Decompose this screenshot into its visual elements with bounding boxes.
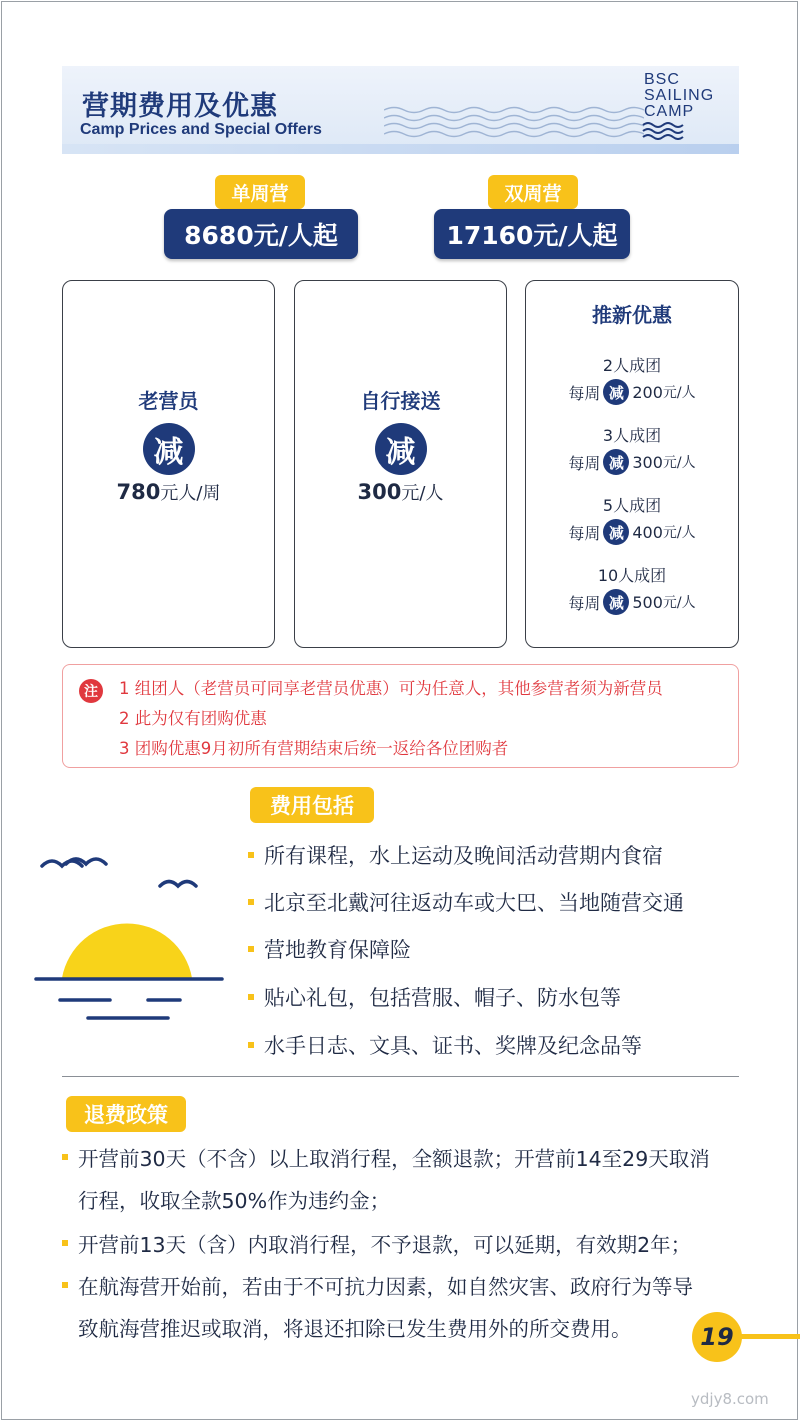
- amount-unit: 元/人: [401, 483, 444, 504]
- includes-item-text: 所有课程，水上运动及晚间活动营期内食宿: [264, 844, 663, 868]
- group-prefix: 每周: [568, 383, 601, 403]
- mini-discount-circle: 减: [603, 589, 629, 615]
- returning-camper-card: [62, 280, 275, 648]
- card-title: 自行接送: [360, 389, 441, 413]
- group-prefix: 每周: [568, 523, 601, 543]
- mini-discount-circle: 减: [603, 519, 629, 545]
- refund-line: [62, 1142, 710, 1172]
- group-head: 2人成团: [602, 356, 662, 375]
- amount-value: 780: [116, 480, 161, 504]
- refund-line-text: 在航海营开始前，若由于不可抗力因素，如自然灾害、政府行为等导: [78, 1275, 693, 1299]
- includes-item-text: 水手日志、文具、证书、奖牌及纪念品等: [264, 1034, 642, 1058]
- refund-line: [62, 1270, 693, 1300]
- group-discount-line: [526, 449, 738, 475]
- amount-value: 300: [357, 480, 402, 504]
- discount-amount: [63, 479, 274, 505]
- self-transfer-card: [294, 280, 507, 648]
- single-week-price: 8680元/人起: [164, 209, 358, 259]
- note-line-1: 1 组团人（老营员可同享老营员优惠）可为任意人，其他参营者须为新营员: [119, 679, 663, 698]
- amount-unit: 元人/周: [160, 483, 221, 504]
- group-amount: 400: [632, 522, 663, 542]
- refund-label: 退费政策: [66, 1096, 186, 1132]
- group-unit: 元/人: [662, 525, 696, 541]
- note-line-2: 2 此为仅有团购优惠: [119, 709, 267, 728]
- group-prefix: 每周: [568, 593, 601, 613]
- page-number: 19: [692, 1312, 742, 1362]
- logo-line-2: SAILING: [644, 87, 715, 104]
- group-amount: 500: [632, 592, 663, 612]
- mini-discount-circle: 减: [603, 379, 629, 405]
- discount-circle: 减: [143, 423, 195, 475]
- includes-item-text: 营地教育保障险: [264, 938, 411, 962]
- includes-item-text: 贴心礼包，包括营服、帽子、防水包等: [264, 986, 621, 1010]
- double-week-label: 双周营: [488, 175, 578, 209]
- group-discount-line: [526, 519, 738, 545]
- group-head: 3人成团: [602, 426, 662, 445]
- group-head: 10人成团: [597, 566, 667, 585]
- bullet-icon: [248, 946, 254, 952]
- logo-line-3: CAMP: [644, 103, 695, 120]
- page-title: 营期费用及优惠: [82, 91, 278, 122]
- note-badge: 注: [79, 679, 103, 703]
- logo-line-1: BSC: [644, 71, 680, 88]
- group-discount-line: [526, 379, 738, 405]
- refund-line: [78, 1184, 390, 1214]
- refund-line-text: 致航海营推迟或取消，将退还扣除已发生费用外的所交费用。: [78, 1317, 632, 1341]
- group-amount: 300: [632, 452, 663, 472]
- group-discount-line: [526, 589, 738, 615]
- waves-decoration-icon: [384, 104, 644, 148]
- logo-waves-icon: [642, 120, 686, 140]
- notes-box: [62, 664, 739, 768]
- discount-amount: [295, 479, 506, 505]
- group-unit: 元/人: [662, 595, 696, 611]
- group-prefix: 每周: [568, 453, 601, 473]
- sunset-illustration-icon: [32, 848, 232, 1026]
- includes-item: [248, 934, 411, 964]
- header-banner: [62, 66, 739, 154]
- referral-card: [525, 280, 739, 648]
- group-unit: 元/人: [662, 385, 696, 401]
- bullet-icon: [62, 1240, 68, 1246]
- refund-line: [78, 1312, 632, 1342]
- bullet-icon: [248, 852, 254, 858]
- refund-line-text: 行程，收取全款50%作为违约金；: [78, 1189, 391, 1213]
- bullet-icon: [248, 899, 254, 905]
- single-week-label: 单周营: [215, 175, 305, 209]
- includes-item: [248, 840, 663, 870]
- card-title: 推新优惠: [592, 303, 672, 327]
- refund-line: [62, 1228, 691, 1258]
- group-head: 5人成团: [602, 496, 662, 515]
- includes-item: [248, 1030, 642, 1060]
- includes-item: [248, 982, 621, 1012]
- page-number-tail: [738, 1334, 800, 1339]
- watermark: ydjy8.com: [691, 1390, 769, 1408]
- bullet-icon: [62, 1154, 68, 1160]
- includes-item-text: 北京至北戴河往返动车或大巴、当地随营交通: [264, 891, 684, 915]
- page-subtitle: Camp Prices and Special Offers: [80, 121, 322, 138]
- includes-label: 费用包括: [250, 787, 374, 823]
- mini-discount-circle: 减: [603, 449, 629, 475]
- card-title: 老营员: [138, 389, 199, 413]
- double-week-price: 17160元/人起: [434, 209, 630, 259]
- bullet-icon: [62, 1282, 68, 1288]
- group-amount: 200: [632, 382, 663, 402]
- discount-circle: 减: [375, 423, 427, 475]
- includes-item: [248, 887, 684, 917]
- refund-line-text: 开营前30天（不含）以上取消行程，全额退款；开营前14至29天取消: [78, 1147, 710, 1171]
- section-divider: [62, 1076, 739, 1077]
- group-unit: 元/人: [662, 455, 696, 471]
- bsc-sailing-camp-logo: [640, 70, 736, 142]
- bullet-icon: [248, 994, 254, 1000]
- bullet-icon: [248, 1042, 254, 1048]
- refund-line-text: 开营前13天（含）内取消行程，不予退款，可以延期，有效期2年；: [78, 1233, 692, 1257]
- note-line-3: 3 团购优惠9月初所有营期结束后统一返给各位团购者: [119, 739, 509, 758]
